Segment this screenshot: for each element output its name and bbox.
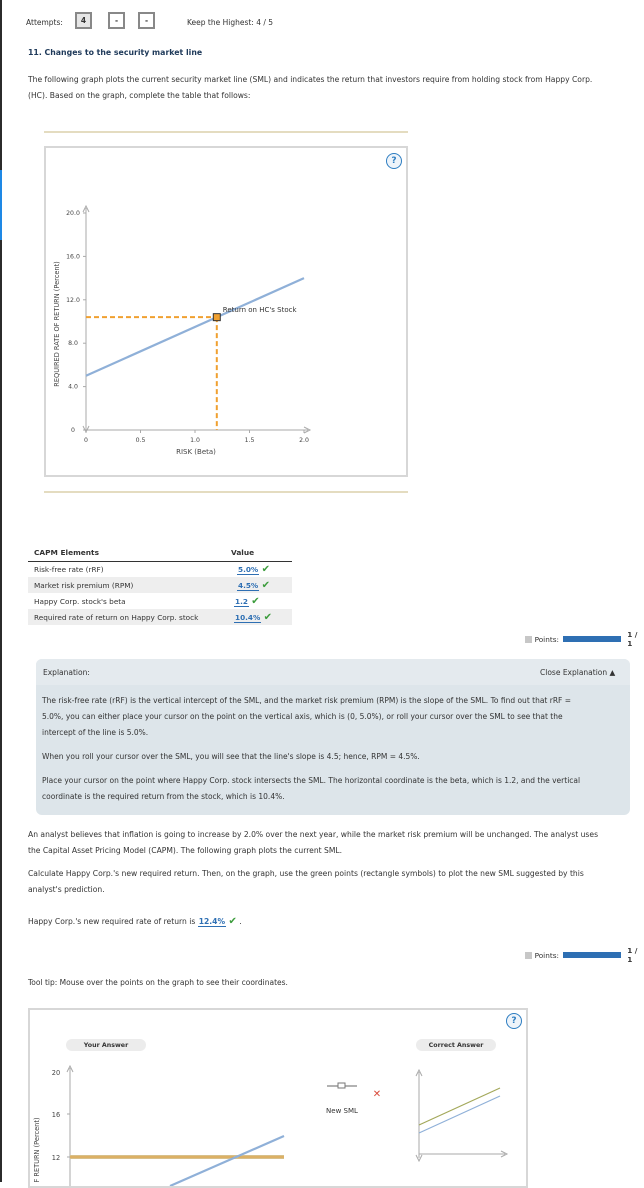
x-axis-title: RISK (Beta) bbox=[176, 448, 216, 456]
correct-new-sml-line bbox=[419, 1088, 500, 1125]
help-icon[interactable]: ? bbox=[506, 1013, 522, 1029]
y-tick-label: 4.0 bbox=[68, 383, 78, 391]
capm-value-beta[interactable]: 1.2 bbox=[235, 596, 248, 606]
intro-line-2: (HC). Based on the graph, complete the table that follows: bbox=[28, 91, 251, 100]
tooltip-note: Tool tip: Mouse over the points on the graph to see their coordinates. bbox=[28, 978, 288, 987]
correct-check-icon: ✔ bbox=[261, 579, 270, 591]
help-icon[interactable]: ? bbox=[386, 153, 402, 169]
keep-highest bbox=[187, 18, 273, 27]
y-axis-title: REQUIRED RATE OF RETURN (Percent) bbox=[53, 261, 61, 387]
explanation-p3-line1: Place your cursor on the point where Happy Corp. stock intersects the SML. The horizontal coordinate is the beta, which is 1.2, and the vertical bbox=[42, 776, 581, 785]
x-tick-label: 0 bbox=[84, 437, 88, 444]
attempt-box-1[interactable]: 4 bbox=[75, 12, 92, 29]
y-tick-label: 12 bbox=[51, 1154, 61, 1162]
x-tick-label: 1.5 bbox=[244, 437, 255, 444]
correct-check-icon: ✔ bbox=[228, 916, 237, 927]
points-indicator-2 bbox=[525, 946, 644, 964]
current-sml-line[interactable] bbox=[170, 1136, 284, 1186]
points-label: Points: bbox=[534, 634, 559, 644]
keep-highest-value: 4 / 5 bbox=[256, 18, 274, 27]
graph-bottom-rule bbox=[44, 491, 408, 493]
points-progress-bar bbox=[563, 952, 621, 958]
x-tick-label: 0.5 bbox=[135, 437, 146, 444]
new-sml-rectangle-tool[interactable] bbox=[338, 1083, 345, 1088]
y-tick-label: 0 bbox=[71, 427, 75, 434]
attempt-box-2[interactable]: - bbox=[108, 12, 125, 29]
x-tick-label: 2.0 bbox=[299, 437, 309, 444]
correct-check-icon: ✔ bbox=[251, 595, 260, 607]
y-tick-label: 16 bbox=[51, 1111, 61, 1119]
capm-value-risk-free[interactable]: 5.0% bbox=[238, 564, 259, 574]
left-scroll-indicator[interactable] bbox=[0, 170, 2, 240]
calc-line-2: analyst's prediction. bbox=[28, 885, 105, 894]
calc-line-1: Calculate Happy Corp.'s new required return. Then, on the graph, use the green points (rectangle symbols) to plot the new SML suggested by this bbox=[28, 869, 584, 878]
explanation-p2: When you roll your cursor over the SML, you will see that the line's slope is 4.5; hence, RPM = 4.5%. bbox=[42, 752, 420, 761]
capm-row-required-return bbox=[28, 609, 292, 625]
explanation-label: Explanation: bbox=[43, 668, 90, 677]
new-return-sentence bbox=[28, 914, 242, 930]
legend-new-sml: New SML bbox=[326, 1107, 358, 1115]
capm-label: Happy Corp. stock's beta bbox=[34, 596, 126, 606]
capm-value-market-premium[interactable]: 4.5% bbox=[238, 580, 259, 590]
question-title: 11. Changes to the security market line bbox=[28, 48, 203, 57]
points-value: 1 / 1 bbox=[627, 946, 638, 964]
capm-table bbox=[28, 545, 292, 625]
explanation-p1-line1: The risk-free rate (rRF) is the vertical intercept of the SML, and the market risk premium (RPM) is the slope of the SML. To find out that rRF = bbox=[42, 696, 572, 705]
hc-stock-point[interactable] bbox=[213, 314, 220, 321]
attempt-box-3[interactable]: - bbox=[138, 12, 155, 29]
points-progress-bar bbox=[563, 636, 621, 642]
y-axis-title: F RETURN (Percent) bbox=[33, 1117, 41, 1183]
correct-check-icon: ✔ bbox=[261, 563, 270, 575]
x-tick-label: 1.0 bbox=[190, 437, 200, 444]
hc-stock-label: Return on HC's Stock bbox=[222, 306, 297, 315]
graph-top-rule bbox=[44, 131, 408, 133]
capm-label: Required rate of return on Happy Corp. stock bbox=[34, 612, 199, 622]
y-tick-label: 20 bbox=[51, 1069, 61, 1077]
y-tick-label: 16.0 bbox=[66, 253, 80, 261]
tab-your-answer[interactable]: Your Answer bbox=[66, 1039, 146, 1051]
points-label: Points: bbox=[534, 950, 559, 960]
capm-label: Risk-free rate (rRF) bbox=[34, 564, 104, 574]
points-value: 1 / 1 bbox=[627, 630, 638, 648]
capm-header-row bbox=[28, 545, 292, 561]
attempts-label: Attempts: bbox=[26, 18, 63, 27]
tab-correct-answer[interactable]: Correct Answer bbox=[416, 1039, 496, 1051]
explanation-p1-line3: intercept of the line is 5.0%. bbox=[42, 728, 149, 737]
capm-value-required-return[interactable]: 10.4% bbox=[235, 612, 261, 622]
explanation-p1-line2: 5.0%, you can either place your cursor on the point on the vertical axis, which is (0, 5.0%), or roll your cursor over the SML to see that the bbox=[42, 712, 563, 721]
points-indicator-1 bbox=[525, 630, 644, 648]
keep-highest-label: Keep the Highest: bbox=[187, 18, 254, 27]
new-return-value[interactable]: 12.4% bbox=[198, 917, 226, 926]
sml-chart[interactable] bbox=[46, 148, 406, 475]
capm-label: Market risk premium (RPM) bbox=[34, 580, 134, 590]
capm-row-beta bbox=[28, 593, 292, 609]
capm-col-value: Value bbox=[231, 548, 255, 558]
correct-check-icon: ✔ bbox=[263, 611, 273, 623]
y-tick-label: 12.0 bbox=[66, 296, 80, 304]
remove-x-icon[interactable]: ✕ bbox=[372, 1089, 382, 1100]
analyst-line-2: the Capital Asset Pricing Model (CAPM). The following graph plots the current SML. bbox=[28, 846, 343, 855]
intro-line-1: The following graph plots the current security market line (SML) and indicates the return that investors require from holding stock from Happy Corp. bbox=[28, 75, 593, 84]
capm-col-element: CAPM Elements bbox=[34, 548, 99, 558]
new-return-prefix: Happy Corp.'s new required rate of return is bbox=[28, 917, 196, 926]
close-explanation-button[interactable]: Close Explanation ▲ bbox=[540, 668, 616, 677]
flag-icon[interactable] bbox=[525, 952, 532, 959]
sml-line[interactable] bbox=[86, 278, 304, 376]
new-return-suffix: . bbox=[239, 917, 242, 926]
new-sml-chart[interactable] bbox=[30, 1010, 526, 1186]
flag-icon[interactable] bbox=[525, 636, 532, 643]
y-tick-label: 8.0 bbox=[68, 340, 78, 348]
capm-row-risk-free bbox=[28, 561, 292, 577]
new-sml-graph-panel[interactable] bbox=[28, 1008, 528, 1188]
y-tick-label: 20.0 bbox=[66, 210, 80, 217]
sml-graph-panel[interactable] bbox=[44, 146, 408, 477]
capm-row-market-premium bbox=[28, 577, 292, 593]
correct-current-sml-line bbox=[419, 1096, 500, 1133]
analyst-line-1: An analyst believes that inflation is going to increase by 2.0% over the next year, while the market risk premium will be unchanged. The analyst uses bbox=[28, 830, 599, 839]
explanation-p3-line2: coordinate is the required return from the stock, which is 10.4%. bbox=[42, 792, 285, 801]
